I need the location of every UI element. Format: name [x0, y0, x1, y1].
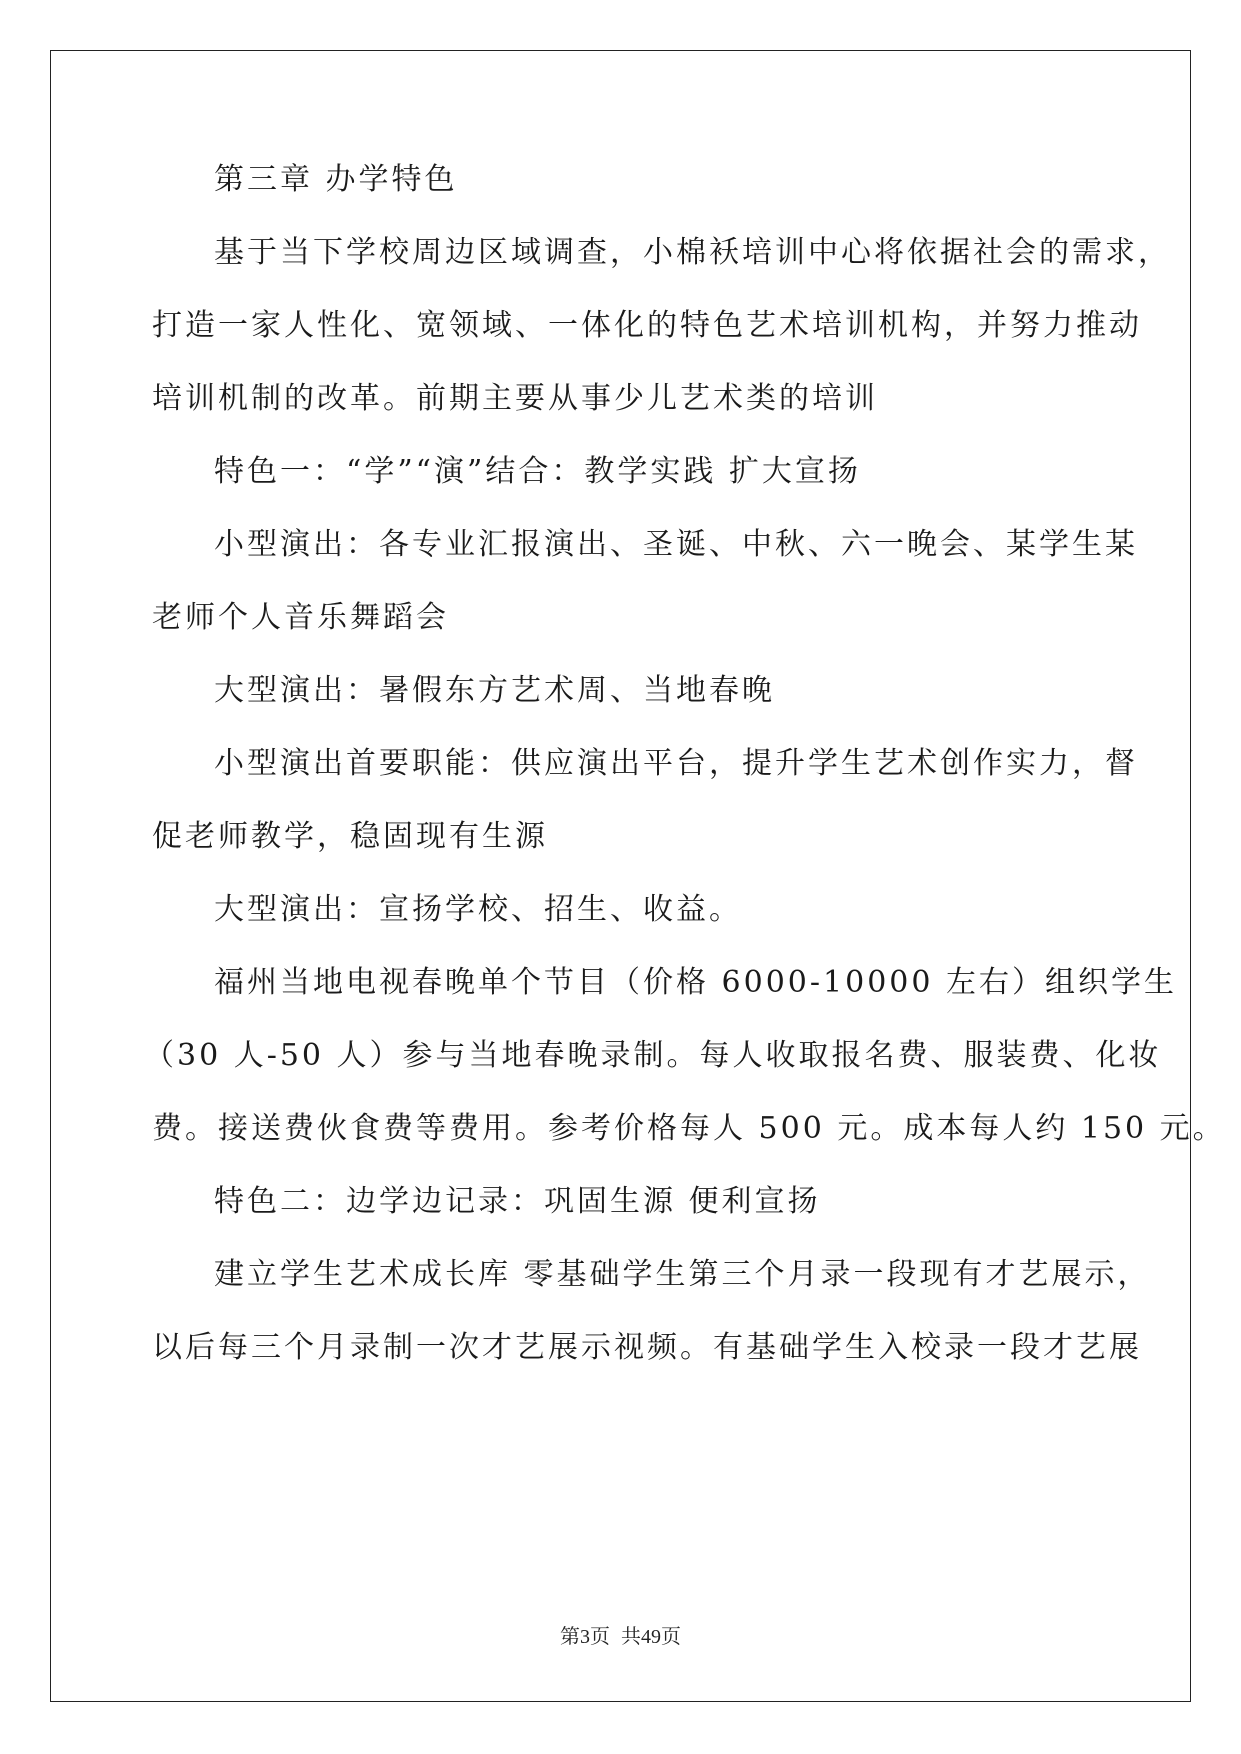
total-pages: 共49页	[621, 1626, 681, 1648]
page-footer	[0, 1620, 1241, 1649]
text-line: 大型演出：宣扬学校、招生、收益。	[214, 892, 742, 927]
text-line: 小型演出：各专业汇报演出、圣诞、中秋、六一晚会、某学生某	[214, 527, 1138, 562]
text-line: 建立学生艺术成长库 零基础学生第三个月录一段现有才艺展示，	[214, 1257, 1151, 1292]
text-line: 小型演出首要职能：供应演出平台，提升学生艺术创作实力，督	[214, 746, 1138, 781]
text-line: 打造一家人性化、宽领域、一体化的特色艺术培训机构，并努力推动	[152, 308, 1142, 343]
page-border	[50, 50, 1191, 1702]
text-line: 以后每三个月录制一次才艺展示视频。有基础学生入校录一段才艺展	[152, 1330, 1142, 1365]
text-line: 费。接送费伙食费等费用。参考价格每人 500 元。成本每人约 150 元。	[152, 1111, 1226, 1146]
text-line: 基于当下学校周边区域调查，小棉袄培训中心将依据社会的需求，	[214, 235, 1171, 270]
text-line: （30 人-50 人）参与当地春晚录制。每人收取报名费、服装费、化妆	[144, 1038, 1162, 1073]
text-line: 大型演出：暑假东方艺术周、当地春晚	[214, 673, 775, 708]
text-line: 培训机制的改革。前期主要从事少儿艺术类的培训	[152, 381, 878, 416]
chapter-heading: 第三章 办学特色	[214, 162, 458, 197]
text-line: 促老师教学，稳固现有生源	[152, 819, 548, 854]
section-heading: 特色二：边学边记录：巩固生源 便利宣扬	[214, 1184, 821, 1219]
page-number: 第3页	[560, 1626, 610, 1648]
text-line: 老师个人音乐舞蹈会	[152, 600, 449, 635]
text-line: 福州当地电视春晚单个节目（价格 6000-10000 左右）组织学生	[214, 965, 1177, 1000]
section-heading: 特色一：“学”“演”结合：教学实践 扩大宣扬	[214, 454, 861, 489]
